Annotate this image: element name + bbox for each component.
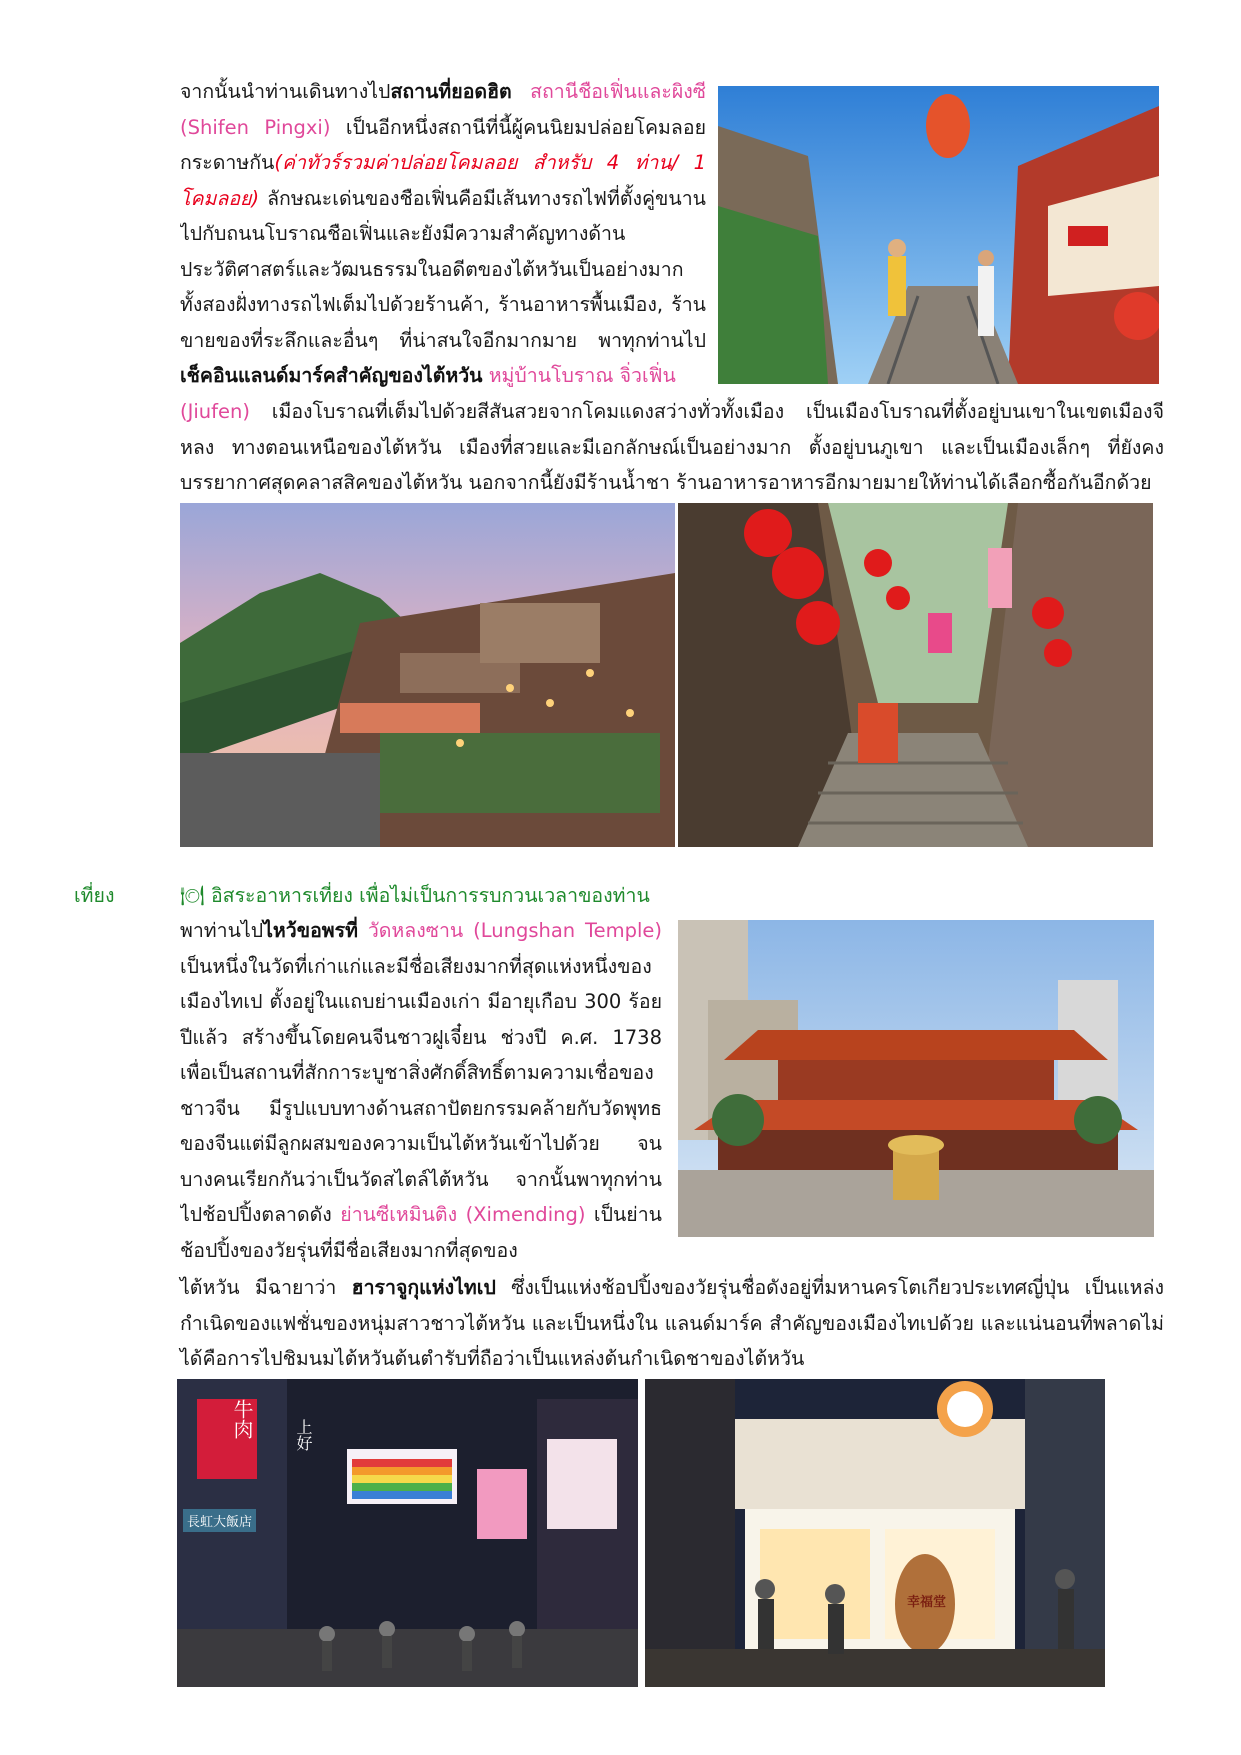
highlight-popular: สถานที่ยอดฮิต: [390, 80, 512, 103]
place-jiufen-en: (Jiufen): [180, 400, 250, 423]
text-run: ลักษณะเด่นของชือเฟิ่นคือมีเส้นทางรถไฟที่ตั้งคู่ขนานไปกับถนนโบราณชือเฟิ่นและยังมีความสำคัญทางด้านประวัติศาสตร์และวัฒนธรรมในอดีตของไต้หวันเป็นอย่างมาก ทั้งสองฝั่งทางรถไฟเต็มไปด้วยร้านค้า, ร้านอาหารพื้นเมือง, ร้านขายของที่ระลึกและอื่นๆ ที่น่าสนใจอีกมากมาย พาทุกท่านไป: [180, 186, 706, 352]
lungshan-paragraph: [180, 913, 662, 1270]
sign-hotel: 長虹大飯店: [183, 1509, 256, 1532]
text-run: พาท่านไป: [180, 919, 264, 942]
highlight-harajuku: ฮาราจูกุแห่งไทเป: [351, 1276, 496, 1299]
time-label-lunch: เที่ยง: [74, 884, 115, 907]
lantern-price-note: (ค่าทัวร์รวมค่าปล่อยโคมลอย สำหรับ 4 ท่าน/ 1 โคมลอย): [180, 151, 706, 210]
ximending-street-photo: [177, 1379, 638, 1687]
highlight-landmark: เช็คอินแลนด์มาร์คสำคัญของไต้หวัน: [180, 364, 483, 387]
lungshan-temple-photo: [678, 920, 1154, 1237]
meal-text: อิสระอาหารเที่ยง เพื่อไม่เป็นการรบกวนเวลาของท่าน: [204, 884, 650, 907]
place-shifen-pingxi: สถานีชือเฟิ่นและผิงซี (Shifen Pingxi): [180, 80, 706, 139]
sign-shop: 牛肉: [230, 1399, 254, 1439]
ximending-paragraph: [180, 1270, 1164, 1380]
text-run: เมืองโบราณที่เต็มไปด้วยสีสันสวยจากโคมแดงสว่างทั่วทั้งเมือง เป็นเมืองโบราณที่ตั้งอยู่บนเขาในเขตเมืองจีหลง ทางตอนเหนือของไต้หวัน เมืองที่สวยและมีเอกลักษณ์เป็นอย่างมาก ตั้งอยู่บนภูเขา และเป็นเมืองเล็กๆ ที่ยังคงบรรยากาศสุดคลาสสิคของไต้หวัน นอกจากนี้ยังมีร้านน้ำชา ร้านอาหารอาหารอีกมายมายให้ท่านได้เลือกซื้อกันอีกด้วย: [180, 400, 1164, 494]
shifen-lantern-photo: [718, 86, 1159, 384]
jiufen-alley-photo: [678, 503, 1153, 847]
highlight-pray: ไหว้ขอพรที่: [263, 919, 358, 942]
jiufen-paragraph: [180, 394, 1164, 504]
sign-shangshan: 上好: [294, 1419, 313, 1451]
place-jiufen: หมู่บ้านโบราณ จิ่วเฟิ่น: [482, 364, 676, 387]
text-run: ซึ่งเป็นแห่งช้อปปิ้งของวัยรุ่นชื่อดังอยู่ที่มหานครโตเกียวประเทศญี่ปุ่น เป็นแหล่งกำเนิดของแฟชั่นของหนุ่มสาวชาวไต้หวัน และเป็นหนึ่งใน แลนด์มาร์ค สำคัญของเมืองไทเปด้วย และแน่นอนที่พลาดไม่ได้คือการไปชิมนมไต้หวันต้นตำรับที่ถือว่าเป็นแหล่งต้นกำเนิดชาของไต้หวัน: [180, 1276, 1164, 1370]
text-run: เป็นหนึ่งในวัดที่เก่าแก่และมีชื่อเสียงมากที่สุดแห่งหนึ่งของเมืองไทเป ตั้งอยู่ในแถบย่านเมืองเก่า มีอายุเกือบ 300 ร้อยปีแล้ว สร้างขึ้นโดยคนจีนชาวฝูเจี๋ยน ช่วงปี ค.ศ. 1738 เพื่อเป็นสถานที่สักการะบูชาสิ่งศักดิ์สิทธิ์ตามความเชื่อของชาวจีน มีรูปแบบทางด้านสถาปัตยกรรมคล้ายกับวัดพุทธของจีนแต่มีลูกผสมของความเป็นไต้หวันเข้าไปด้วย จนบางคนเรียกกันว่าเป็นวัดสไตล์ไต้หวัน จากนั้นพาทุกท่านไปช้อปปิ้งตลาดดัง: [180, 954, 662, 1226]
tea-shop-photo: [645, 1379, 1105, 1687]
text-run: เป็นย่านช้อปปิ้งของวัยรุ่นที่มีชื่อเสียงมากที่สุดของ: [180, 1203, 662, 1262]
place-ximending: ย่านซีเหมินติง (Ximending): [331, 1203, 586, 1226]
lunch-line: [180, 878, 710, 914]
sign-tea-shop: 幸福堂: [907, 1595, 947, 1610]
shifen-paragraph: [180, 74, 706, 394]
meal-icon: 🍽: [180, 884, 205, 907]
jiufen-mountain-photo: [180, 503, 675, 847]
text-run: ไต้หวัน มีฉายาว่า: [180, 1276, 352, 1299]
text-run: เป็นอีกหนึ่งสถานีที่นี้ผู้คนนิยมปล่อยโคมลอยกระดาษกัน: [180, 115, 706, 174]
place-lungshan: วัดหลงซาน (Lungshan Temple): [357, 919, 662, 942]
text-run: จากนั้นนำท่านเดินทางไป: [180, 80, 391, 103]
